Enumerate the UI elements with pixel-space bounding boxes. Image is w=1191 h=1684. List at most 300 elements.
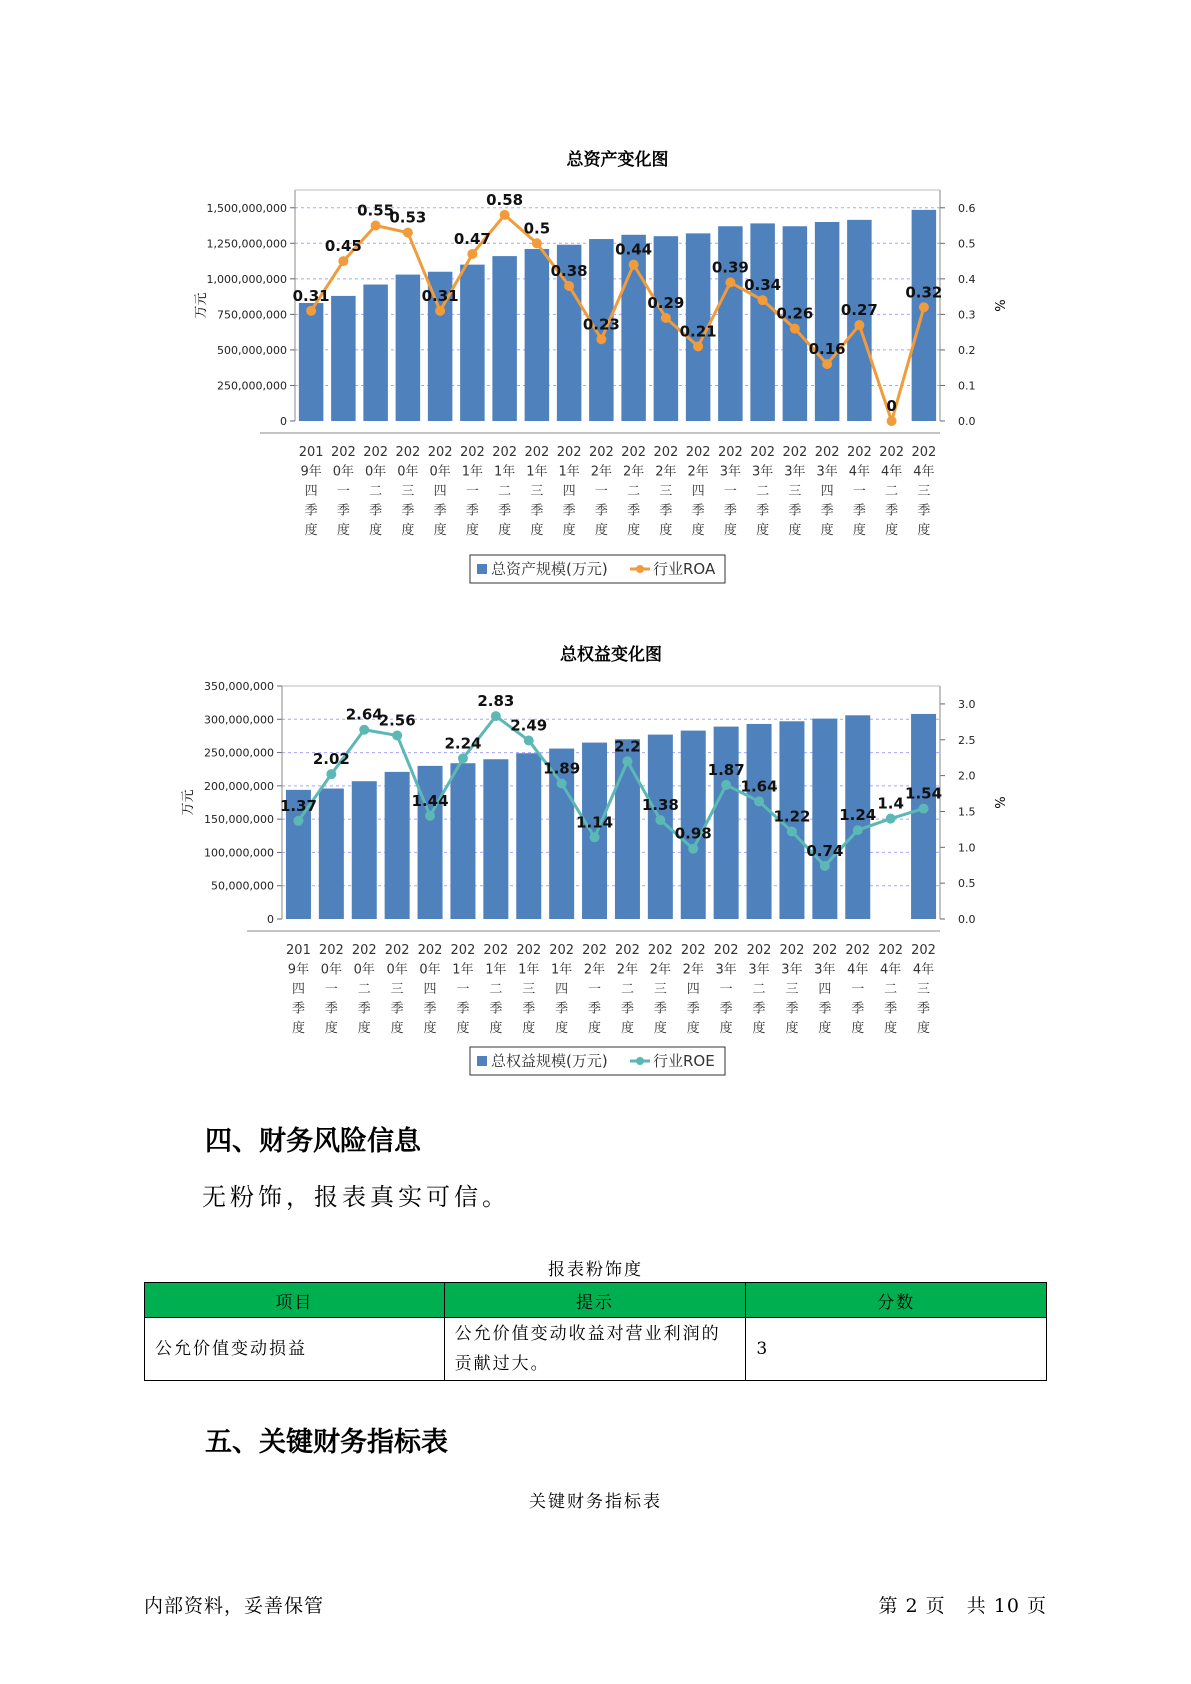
- bar: [718, 226, 743, 421]
- x-tick-label: 度: [401, 523, 415, 538]
- x-tick-label: 202: [524, 445, 550, 460]
- line-point: [655, 815, 665, 825]
- x-tick-label: 2年: [616, 962, 639, 978]
- data-label: 1.14: [576, 813, 614, 832]
- line-point: [458, 753, 468, 763]
- x-tick-label: 季: [719, 1001, 733, 1017]
- data-label: 1.89: [543, 759, 581, 778]
- x-tick-label: 季: [659, 503, 673, 519]
- section4-heading: 四、财务风险信息: [205, 1126, 421, 1157]
- risk-table-caption: 报表粉饰度: [548, 1260, 643, 1280]
- bar: [654, 236, 679, 421]
- x-tick-label: 季: [620, 1001, 634, 1017]
- x-tick-label: 4年: [880, 464, 903, 480]
- x-tick-label: 2年: [622, 464, 645, 480]
- data-label: 0.38: [550, 261, 588, 280]
- x-tick-label: 度: [594, 523, 608, 538]
- legend-line-marker: [636, 565, 644, 573]
- x-tick-label: 度: [756, 523, 770, 538]
- line-point: [688, 844, 698, 854]
- x-tick-label: 季: [433, 503, 447, 519]
- line-point: [326, 769, 336, 779]
- y-tick-label: 0: [267, 913, 274, 926]
- x-tick-label: 度: [369, 523, 383, 538]
- x-tick-label: 度: [324, 1021, 338, 1036]
- x-tick-label: 202: [717, 445, 743, 460]
- x-tick-label: 三: [917, 484, 931, 499]
- line-point: [790, 324, 800, 334]
- risk-table: [144, 1282, 1047, 1381]
- data-label: 2.02: [312, 750, 350, 769]
- line-point: [491, 711, 501, 721]
- x-tick-label: 度: [423, 1021, 437, 1036]
- x-tick-label: 季: [917, 1001, 931, 1017]
- data-label: 1.4: [877, 794, 904, 813]
- y2-axis-title: %: [991, 796, 1006, 809]
- x-tick-label: 202: [483, 943, 509, 958]
- data-label: 0.23: [582, 315, 620, 334]
- x-tick-label: 三: [390, 982, 404, 997]
- y2-tick-label: 1.5: [958, 805, 976, 819]
- x-tick-label: 一: [594, 484, 608, 499]
- legend-bar-label: 总权益规模(万元): [491, 1052, 608, 1070]
- x-tick-label: 季: [691, 503, 705, 519]
- key-indicators-caption: 关键财务指标表: [529, 1492, 662, 1512]
- x-tick-label: 季: [627, 503, 641, 519]
- x-tick-label: 二: [885, 484, 899, 499]
- data-label: 1.37: [279, 796, 317, 815]
- y2-tick-label: 2.0: [958, 769, 976, 783]
- legend-line-marker: [636, 1057, 644, 1065]
- y-tick-label: 300,000,000: [204, 713, 274, 727]
- x-tick-label: 1年: [518, 962, 540, 978]
- x-tick-label: 一: [719, 982, 733, 997]
- x-tick-label: 度: [851, 1021, 865, 1036]
- x-tick-label: 201: [286, 943, 311, 958]
- x-tick-label: 二: [369, 484, 383, 499]
- x-tick-label: 季: [917, 503, 931, 519]
- line-point: [622, 756, 632, 766]
- total-equity-chart: [0, 640, 1191, 1100]
- x-tick-label: 季: [785, 1001, 799, 1017]
- y2-tick-label: 0.5: [958, 237, 976, 251]
- x-tick-label: 四: [686, 982, 700, 997]
- line-point: [392, 730, 402, 740]
- x-tick-label: 二: [489, 982, 503, 997]
- line-point: [693, 341, 703, 351]
- x-tick-label: 3年: [814, 962, 836, 978]
- x-tick-label: 三: [785, 982, 799, 997]
- bar: [516, 753, 541, 919]
- data-label: 1.54: [905, 784, 943, 803]
- legend-bar-swatch: [477, 564, 487, 574]
- line-point: [919, 302, 929, 312]
- y2-tick-label: 0.1: [958, 379, 976, 393]
- x-tick-label: 1年: [461, 464, 484, 480]
- total-assets-chart: [0, 140, 1191, 600]
- x-tick-label: 2年: [682, 962, 704, 978]
- x-tick-label: 202: [318, 943, 344, 958]
- header-score: 分数: [746, 1283, 1047, 1318]
- data-label: 0.27: [840, 301, 878, 320]
- y2-tick-label: 3.0: [958, 697, 976, 711]
- line-point: [557, 779, 567, 789]
- x-tick-label: 度: [620, 1021, 634, 1036]
- y2-tick-label: 2.5: [958, 733, 976, 747]
- x-tick-label: 度: [723, 523, 737, 538]
- x-tick-label: 9年: [300, 464, 322, 480]
- bar: [418, 766, 443, 919]
- x-tick-label: 202: [713, 943, 739, 958]
- x-tick-label: 二: [627, 484, 641, 499]
- x-tick-label: 四: [562, 484, 576, 499]
- x-tick-label: 0年: [364, 464, 387, 480]
- x-tick-label: 度: [788, 523, 802, 538]
- x-tick-label: 2年: [649, 962, 671, 978]
- x-tick-label: 度: [627, 523, 641, 538]
- section5-heading: 五、关键财务指标表: [205, 1427, 448, 1458]
- x-tick-label: 2年: [655, 464, 677, 480]
- x-tick-label: 一: [588, 982, 602, 997]
- x-tick-label: 1年: [452, 962, 474, 978]
- data-label: 0.98: [674, 824, 712, 843]
- x-tick-label: 季: [588, 1001, 602, 1017]
- bar: [450, 763, 475, 919]
- x-tick-label: 3年: [719, 464, 742, 480]
- line-point: [524, 735, 534, 745]
- x-tick-label: 季: [752, 1001, 766, 1017]
- bar: [911, 714, 936, 919]
- x-tick-label: 202: [647, 943, 673, 958]
- line-point: [306, 306, 316, 316]
- y-tick-label: 250,000,000: [217, 379, 287, 393]
- x-tick-label: 季: [498, 503, 512, 519]
- x-tick-label: 3年: [781, 962, 803, 978]
- x-tick-label: 3年: [816, 464, 838, 480]
- x-tick-label: 四: [423, 982, 437, 997]
- x-tick-label: 度: [820, 523, 834, 538]
- risk-table-header-row: [145, 1283, 1047, 1318]
- x-tick-label: 度: [498, 523, 512, 538]
- x-tick-label: 度: [336, 523, 350, 538]
- x-tick-label: 一: [851, 982, 865, 997]
- y-tick-label: 1,500,000,000: [206, 201, 287, 215]
- x-tick-label: 三: [653, 982, 667, 997]
- x-tick-label: 202: [911, 445, 937, 460]
- line-point: [886, 814, 896, 824]
- x-tick-label: 度: [530, 523, 544, 538]
- y2-tick-label: 0.5: [958, 877, 976, 891]
- data-label: 0: [886, 397, 897, 415]
- bar: [460, 265, 485, 421]
- x-tick-label: 二: [756, 484, 770, 499]
- x-tick-label: 季: [369, 503, 383, 519]
- x-tick-label: 1年: [493, 464, 516, 480]
- x-tick-label: 二: [498, 484, 512, 499]
- data-label: 1.64: [740, 777, 778, 796]
- line-point: [467, 249, 477, 259]
- x-tick-label: 季: [401, 503, 415, 519]
- x-tick-label: 季: [885, 503, 899, 519]
- x-tick-label: 202: [746, 943, 772, 958]
- x-tick-label: 度: [588, 1021, 602, 1036]
- x-tick-label: 0年: [320, 962, 342, 978]
- y-tick-label: 50,000,000: [211, 879, 274, 893]
- bar: [912, 210, 937, 421]
- y2-tick-label: 0.0: [958, 913, 976, 926]
- line-point: [500, 210, 510, 220]
- y-tick-label: 100,000,000: [204, 846, 274, 860]
- data-label: 0.55: [357, 201, 395, 220]
- x-tick-label: 202: [846, 445, 872, 460]
- bar: [385, 772, 410, 919]
- x-tick-label: 0年: [386, 962, 408, 978]
- x-tick-label: 202: [459, 445, 485, 460]
- data-label: 1.44: [411, 791, 449, 810]
- x-tick-label: 季: [884, 1001, 898, 1017]
- data-label: 0.39: [711, 258, 749, 277]
- cell-item: 公允价值变动损益: [145, 1318, 445, 1381]
- x-tick-label: 季: [686, 1001, 700, 1017]
- line-point: [293, 816, 303, 826]
- data-label: 0.45: [324, 237, 362, 256]
- x-tick-label: 202: [450, 943, 476, 958]
- data-label: 0.16: [808, 340, 846, 359]
- cell-score: 3: [746, 1318, 1047, 1381]
- x-tick-label: 度: [884, 1021, 898, 1036]
- x-tick-label: 季: [723, 503, 737, 519]
- y2-tick-label: 0.0: [958, 415, 976, 428]
- x-tick-label: 一: [852, 484, 866, 499]
- x-tick-label: 度: [719, 1021, 733, 1036]
- x-tick-label: 0年: [353, 962, 375, 978]
- cell-hint: 公允价值变动收益对营业利润的贡献过大。: [444, 1318, 746, 1381]
- line-point: [425, 811, 435, 821]
- x-tick-label: 9年: [287, 962, 310, 978]
- x-tick-label: 季: [653, 1001, 667, 1017]
- line-point: [854, 320, 864, 330]
- x-tick-label: 季: [324, 1001, 338, 1017]
- line-point: [371, 221, 381, 231]
- line-point: [725, 277, 735, 287]
- x-tick-label: 202: [685, 445, 711, 460]
- x-tick-label: 度: [357, 1021, 371, 1036]
- x-tick-label: 202: [330, 445, 356, 460]
- y-axis-title: 万元: [194, 292, 209, 319]
- bar: [714, 727, 739, 919]
- y2-tick-label: 1.0: [958, 841, 976, 855]
- x-tick-label: 0年: [419, 962, 441, 978]
- data-label: 0.32: [905, 283, 943, 302]
- legend-bar-swatch: [477, 1056, 487, 1066]
- x-tick-label: 四: [691, 484, 705, 499]
- bar: [363, 285, 388, 421]
- x-tick-label: 202: [750, 445, 776, 460]
- line-point: [564, 281, 574, 291]
- x-tick-label: 一: [324, 982, 338, 997]
- x-tick-label: 三: [530, 484, 544, 499]
- bar: [750, 223, 775, 421]
- x-tick-label: 201: [298, 445, 324, 460]
- x-tick-label: 度: [562, 523, 576, 538]
- footer-confidential: 内部资料，妥善保管: [144, 1595, 325, 1617]
- x-tick-label: 一: [456, 982, 470, 997]
- y2-tick-label: 0.2: [958, 343, 976, 357]
- y-tick-label: 350,000,000: [204, 680, 274, 693]
- header-hint: 提示: [444, 1283, 746, 1318]
- line-point: [435, 306, 445, 316]
- x-tick-label: 季: [788, 503, 802, 519]
- x-tick-label: 四: [304, 484, 318, 499]
- x-tick-label: 2年: [583, 962, 606, 978]
- data-label: 0.26: [776, 304, 814, 323]
- x-tick-label: 2年: [687, 464, 709, 480]
- x-tick-label: 季: [456, 1001, 470, 1017]
- x-tick-label: 一: [465, 484, 479, 499]
- data-label: 0.29: [647, 293, 685, 312]
- x-tick-label: 4年: [913, 464, 935, 480]
- x-tick-label: 4年: [880, 962, 902, 978]
- bar: [525, 249, 550, 421]
- x-tick-label: 季: [336, 503, 350, 519]
- line-point: [787, 827, 797, 837]
- x-tick-label: 202: [814, 445, 840, 460]
- data-label: 2.24: [444, 734, 482, 753]
- x-tick-label: 度: [433, 523, 447, 538]
- x-tick-label: 0年: [332, 464, 355, 480]
- line-point: [532, 238, 542, 248]
- x-tick-label: 202: [879, 445, 905, 460]
- line-point: [661, 313, 671, 323]
- x-tick-label: 季: [555, 1001, 569, 1017]
- x-tick-label: 度: [465, 523, 479, 538]
- x-tick-label: 度: [659, 523, 673, 538]
- x-tick-label: 2年: [590, 464, 613, 480]
- x-tick-label: 0年: [397, 464, 419, 480]
- x-tick-label: 季: [390, 1001, 404, 1017]
- x-tick-label: 202: [680, 943, 706, 958]
- data-label: 0.74: [806, 841, 844, 860]
- y-axis-title: 万元: [181, 789, 196, 816]
- line-point: [754, 796, 764, 806]
- bar: [812, 719, 837, 919]
- x-tick-label: 202: [516, 943, 542, 958]
- x-tick-label: 202: [782, 445, 808, 460]
- x-tick-label: 202: [556, 445, 582, 460]
- y2-tick-label: 0.4: [958, 272, 976, 286]
- x-tick-label: 202: [588, 445, 614, 460]
- x-tick-label: 二: [620, 982, 634, 997]
- data-label: 0.53: [389, 208, 427, 227]
- y-tick-label: 150,000,000: [204, 813, 274, 827]
- data-label: 0.31: [421, 286, 459, 305]
- x-tick-label: 202: [384, 943, 410, 958]
- x-tick-label: 季: [756, 503, 770, 519]
- x-tick-label: 202: [395, 445, 421, 460]
- x-tick-label: 202: [363, 445, 389, 460]
- x-tick-label: 202: [549, 943, 575, 958]
- x-tick-label: 三: [401, 484, 415, 499]
- data-label: 0.5: [523, 219, 551, 238]
- x-tick-label: 度: [555, 1021, 569, 1036]
- x-tick-label: 季: [304, 503, 318, 519]
- data-label: 2.64: [345, 705, 383, 724]
- y-tick-label: 500,000,000: [217, 343, 287, 357]
- x-tick-label: 3年: [751, 464, 774, 480]
- line-point: [590, 832, 600, 842]
- x-tick-label: 202: [878, 943, 904, 958]
- line-point: [403, 228, 413, 238]
- x-tick-label: 202: [911, 943, 936, 958]
- data-label: 1.24: [839, 806, 877, 825]
- x-tick-label: 4年: [848, 464, 871, 480]
- x-tick-label: 度: [291, 1021, 305, 1036]
- data-label: 1.87: [707, 760, 745, 779]
- x-tick-label: 202: [427, 445, 453, 460]
- x-tick-label: 202: [653, 445, 679, 460]
- x-tick-label: 度: [691, 523, 705, 538]
- x-tick-label: 季: [530, 503, 544, 519]
- data-label: 0.34: [744, 276, 782, 295]
- x-tick-label: 季: [291, 1001, 305, 1017]
- x-tick-label: 三: [917, 982, 931, 997]
- x-tick-label: 度: [818, 1021, 832, 1036]
- bar: [483, 759, 508, 919]
- x-tick-label: 四: [820, 484, 834, 499]
- x-tick-label: 0年: [429, 464, 451, 480]
- x-tick-label: 度: [456, 1021, 470, 1036]
- data-label: 2.83: [477, 692, 515, 711]
- x-tick-label: 202: [615, 943, 640, 958]
- x-tick-label: 度: [785, 1021, 799, 1036]
- line-point: [758, 295, 768, 305]
- x-tick-label: 度: [686, 1021, 700, 1036]
- x-tick-label: 三: [522, 982, 536, 997]
- x-tick-label: 1年: [526, 464, 548, 480]
- bar: [331, 296, 356, 421]
- data-label: 1.38: [641, 796, 679, 815]
- data-label: 0.58: [486, 190, 524, 209]
- x-tick-label: 度: [917, 1021, 931, 1036]
- line-point: [338, 256, 348, 266]
- y-tick-label: 750,000,000: [217, 308, 287, 322]
- risk-summary-text: 无粉饰，报表真实可信。: [202, 1183, 510, 1211]
- x-tick-label: 季: [852, 503, 866, 519]
- y-tick-label: 250,000,000: [204, 746, 274, 760]
- x-tick-label: 度: [522, 1021, 536, 1036]
- bar: [299, 303, 324, 421]
- x-tick-label: 季: [465, 503, 479, 519]
- chart-title: 总权益变化图: [560, 645, 662, 665]
- y-tick-label: 0: [280, 415, 287, 428]
- line-point: [887, 416, 897, 426]
- x-tick-label: 度: [885, 523, 899, 538]
- x-tick-label: 4年: [847, 962, 869, 978]
- data-label: 0.47: [453, 229, 491, 248]
- x-tick-label: 季: [820, 503, 834, 519]
- bar: [352, 781, 377, 919]
- bar: [492, 256, 517, 421]
- x-tick-label: 度: [390, 1021, 404, 1036]
- line-point: [919, 804, 929, 814]
- x-tick-label: 202: [621, 445, 647, 460]
- x-tick-label: 202: [351, 943, 377, 958]
- x-tick-label: 一: [723, 484, 737, 499]
- y2-tick-label: 0.3: [958, 308, 976, 322]
- x-tick-label: 季: [562, 503, 576, 519]
- x-tick-label: 季: [489, 1001, 503, 1017]
- x-tick-label: 202: [779, 943, 805, 958]
